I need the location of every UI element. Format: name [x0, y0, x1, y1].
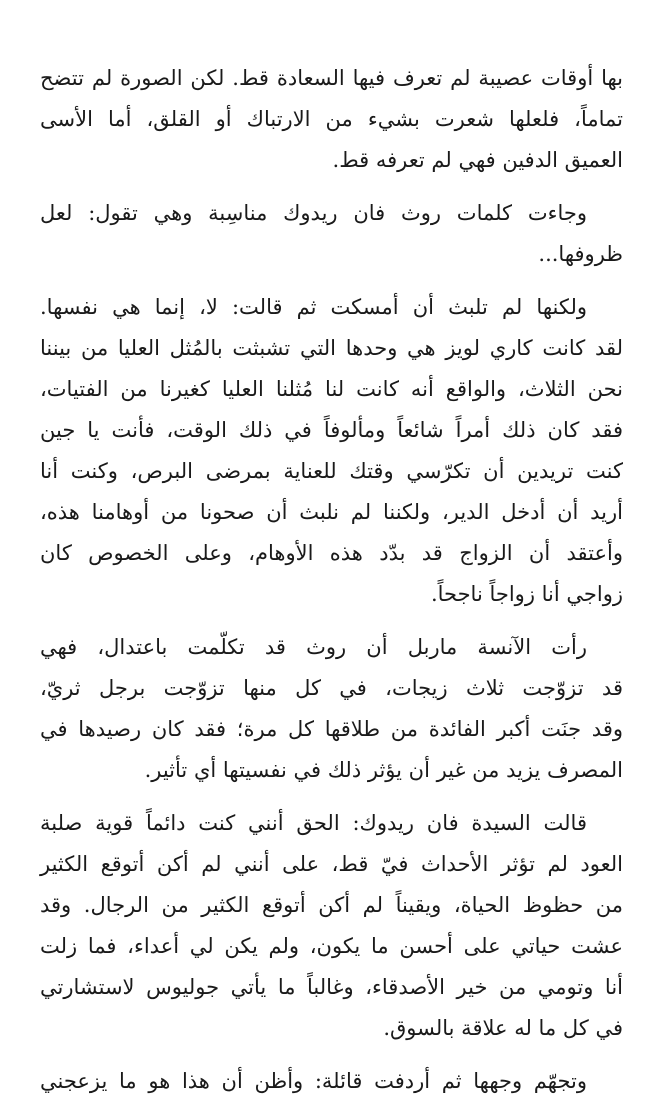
- text-line: العود لم تؤثر الأحداث فيّ قط، على أنني لم أكن أتوقع الكثير: [40, 852, 623, 876]
- paragraph-5: [40, 803, 623, 1049]
- paragraph-4: [40, 627, 623, 791]
- text-line: نحن الثلاث، والواقع أنه كانت لنا مُثلنا العليا كغيرنا من الفتيات،: [40, 377, 623, 401]
- text-line: وتجهّم وجهها ثم أردفت قائلة: وأظن أن هذا هو ما يزعجني: [40, 1069, 587, 1093]
- text-line: بها أوقات عصيبة لم تعرف فيها السعادة قط. لكن الصورة لم تتضح: [40, 66, 623, 90]
- text-line: ظروفها...: [538, 242, 623, 266]
- text-line: ولكنها لم تلبث أن أمسكت ثم قالت: لا، إنما هي نفسها.: [40, 295, 587, 319]
- text-line: قالت السيدة فان ريدوك: الحق أنني كنت دائماً قوية صلبة: [40, 811, 587, 835]
- text-line: رأت الآنسة ماربل أن روث قد تكلّمت باعتدال، فهي: [40, 635, 587, 659]
- text-line: قد تزوّجت ثلاث زيجات، في كل منها تزوّجت برجل ثريّ،: [40, 676, 623, 700]
- text-line: وقد جنَت أكبر الفائدة من طلاقها كل مرة؛ فقد كان رصيدها في: [40, 717, 623, 741]
- text-line: وأعتقد أن الزواج قد بدّد هذه الأوهام، وعلى الخصوص كان: [40, 541, 623, 565]
- text-line: وجاءت كلمات روث فان ريدوك مناسِبة وهي تقول: لعل: [40, 201, 587, 225]
- text-line: من حظوظ الحياة، ويقيناً لم أكن أتوقع الكثير من الرجال. وقد: [40, 893, 623, 917]
- text-line: عشت حياتي على أحسن ما يكون، ولم يكن لي أعداء، فما زلت: [40, 934, 623, 958]
- text-line: فقد كان ذلك أمراً شائعاً ومألوفاً في ذلك الوقت، فأنت يا جين: [40, 418, 623, 442]
- text-line: العميق الدفين فهي لم تعرفه قط.: [332, 148, 623, 172]
- text-line: لقد كانت كاري لويز هي وحدها التي تشبثت بالمُثل العليا من بيننا: [40, 336, 623, 360]
- text-line: المصرف يزيد من غير أن يؤثر ذلك في نفسيتها أي تأثير.: [144, 758, 623, 782]
- paragraph-1: [40, 58, 623, 181]
- text-line: في كل ما له علاقة بالسوق.: [383, 1016, 623, 1040]
- text-line: تماماً، فلعلها شعرت بشيء من الارتباك أو القلق، أما الأسى: [40, 107, 623, 131]
- paragraph-2: [40, 193, 623, 275]
- text-line: كنت تريدين أن تكرّسي وقتك للعناية بمرضى البرص، وكنت أنا: [40, 459, 623, 483]
- text-line: أنا وتومي من خير الأصدقاء، وغالباً ما يأتي جوليوس لاستشارتي: [40, 975, 623, 999]
- text-line: زواجي أنا زواجاً ناجحاً.: [430, 582, 623, 606]
- text-line: أريد أن أدخل الدير، ولكننا لم نلبث أن صحونا من أوهامنا هذه،: [40, 500, 623, 524]
- paragraph-6: [40, 1061, 623, 1102]
- paragraph-3: [40, 287, 623, 615]
